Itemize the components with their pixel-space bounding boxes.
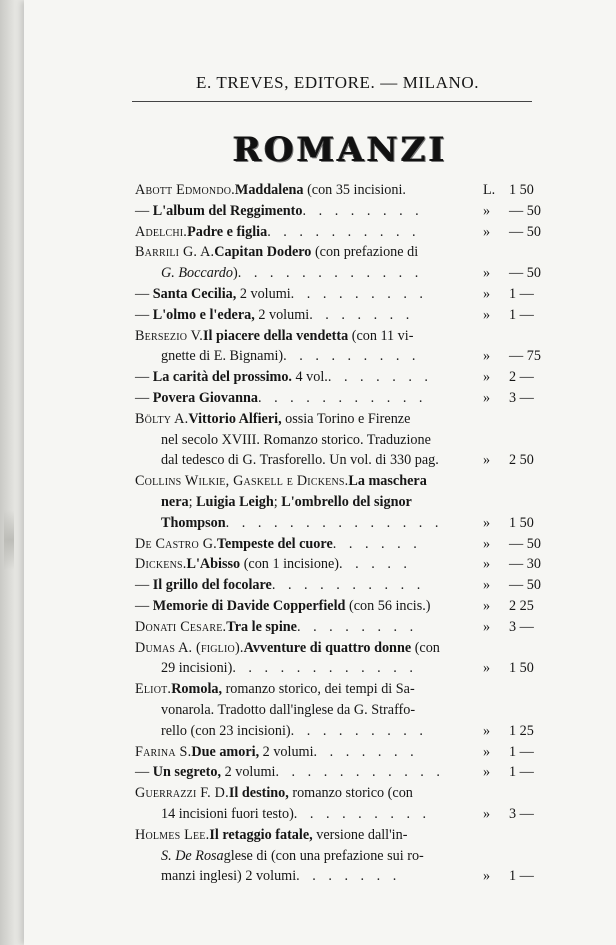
line-text bbox=[161, 430, 431, 451]
entry-italic: G. Boccardo bbox=[161, 265, 233, 282]
entry-text: gnette di E. Bignami) bbox=[161, 348, 284, 365]
line-text bbox=[135, 638, 440, 659]
entry-price bbox=[483, 658, 545, 679]
entry-author: De Castro G. bbox=[135, 535, 217, 552]
line-text bbox=[135, 471, 427, 492]
catalog-line bbox=[135, 388, 545, 409]
price-value: 2 50 bbox=[509, 452, 534, 469]
entry-leader-dots: . . . . . . . bbox=[313, 743, 419, 760]
price-currency-mark: » bbox=[483, 618, 491, 635]
entry-leader-dots: . . . . . . . . . . . bbox=[275, 764, 445, 781]
price-value: 1 — bbox=[509, 285, 534, 302]
entry-title: Due amori, bbox=[191, 743, 260, 760]
line-text bbox=[135, 596, 431, 617]
price-value: — 50 bbox=[509, 265, 541, 282]
catalog-line bbox=[135, 534, 545, 555]
entry-text: 2 volumi bbox=[236, 285, 291, 302]
catalog-line bbox=[135, 700, 545, 721]
entry-author: Barrili G. A. bbox=[135, 244, 215, 261]
entry-leader-dots: . . . . . . . . . bbox=[293, 805, 431, 822]
entry-prefix: — bbox=[135, 389, 153, 406]
catalog-line bbox=[135, 658, 545, 679]
line-text bbox=[135, 326, 413, 347]
entry-leader-dots: . . . . . bbox=[339, 556, 412, 573]
entry-price bbox=[483, 201, 545, 222]
catalog-line bbox=[135, 804, 545, 825]
catalog-line bbox=[135, 284, 545, 305]
catalog-entries bbox=[135, 180, 545, 887]
entry-prefix: — bbox=[135, 285, 153, 302]
entry-leader-dots: . . . . . . . . . . . . bbox=[237, 265, 423, 282]
entry-leader-dots: . . . . . . . . . . . bbox=[257, 389, 427, 406]
entry-title: Tempeste del cuore bbox=[216, 535, 333, 552]
catalog-line bbox=[135, 638, 545, 659]
catalog-line bbox=[135, 409, 545, 430]
line-text bbox=[135, 762, 444, 783]
price-currency-mark: » bbox=[483, 223, 491, 240]
entry-leader-dots: . bbox=[402, 182, 411, 198]
entry-leader-dots: . . . . . . . . . . . . . . bbox=[225, 514, 443, 531]
entry-leader-dots: . . . . . . . . . bbox=[290, 285, 428, 302]
line-text bbox=[135, 222, 420, 243]
line-text bbox=[135, 575, 425, 596]
catalog-line bbox=[135, 180, 545, 201]
catalog-line bbox=[135, 222, 545, 243]
entry-title: L'Abisso bbox=[186, 556, 241, 573]
entry-title: Vittorio Alfieri, bbox=[188, 410, 282, 427]
entry-author: Collins Wilkie, Gaskell e Dickens. bbox=[135, 473, 349, 490]
entry-author: Dumas A. (figlio). bbox=[135, 639, 244, 656]
line-text bbox=[135, 554, 411, 575]
entry-title: Il retaggio fatale, bbox=[209, 826, 313, 843]
entry-text: (con prefazione di bbox=[311, 244, 419, 261]
entry-text: dal tedesco di G. Trasforello. Un vol. di 330 pag. bbox=[161, 452, 439, 469]
catalog-line bbox=[135, 305, 545, 326]
entry-price bbox=[483, 554, 545, 575]
entry-text: ) bbox=[232, 265, 238, 282]
entry-title: La maschera bbox=[348, 473, 427, 490]
entry-text-2: ; bbox=[273, 493, 282, 510]
entry-text: romanzo storico (con bbox=[288, 785, 413, 802]
entry-title: Tra le spine bbox=[226, 618, 297, 635]
header-rule bbox=[132, 101, 532, 102]
page-gutter bbox=[0, 0, 24, 945]
line-text bbox=[161, 721, 427, 742]
catalog-line bbox=[135, 242, 545, 263]
catalog-line bbox=[135, 575, 545, 596]
entry-title: Il destino, bbox=[228, 785, 289, 802]
entry-author: Adelchi. bbox=[135, 223, 188, 240]
entry-author: Guerrazzi F. D. bbox=[135, 785, 229, 802]
catalog-line bbox=[135, 263, 545, 284]
line-text bbox=[161, 658, 417, 679]
line-text bbox=[161, 866, 401, 887]
entry-title: Un segreto, bbox=[152, 764, 222, 781]
price-value: 1 — bbox=[509, 306, 534, 323]
entry-text: rello (con 23 incisioni) bbox=[161, 722, 291, 739]
price-value: — 50 bbox=[509, 577, 541, 594]
entry-text: ; bbox=[188, 493, 197, 510]
catalog-line bbox=[135, 346, 545, 367]
entry-text: 4 vol. bbox=[291, 369, 328, 386]
price-currency-mark: » bbox=[483, 868, 491, 885]
price-currency-mark: » bbox=[483, 306, 491, 323]
entry-prefix: — bbox=[135, 306, 153, 323]
price-currency-mark: » bbox=[483, 556, 491, 573]
line-text bbox=[135, 388, 427, 409]
price-currency-mark: L. bbox=[483, 182, 496, 198]
price-value: 2 25 bbox=[509, 597, 534, 614]
entry-price bbox=[483, 762, 545, 783]
entry-leader-dots: . . . . . . bbox=[332, 535, 422, 552]
catalog-line bbox=[135, 554, 545, 575]
entry-price bbox=[483, 284, 545, 305]
price-currency-mark: » bbox=[483, 660, 491, 677]
line-text bbox=[161, 700, 415, 721]
price-currency-mark: » bbox=[483, 285, 491, 302]
price-value: 3 — bbox=[509, 805, 534, 822]
entry-prefix: — bbox=[135, 577, 153, 594]
catalog-line bbox=[135, 492, 545, 513]
entry-title: Il piacere della vendetta bbox=[203, 327, 349, 344]
entry-prefix: — bbox=[135, 764, 153, 781]
catalog-line bbox=[135, 742, 545, 763]
price-value: 2 — bbox=[509, 369, 534, 386]
price-value: 1 50 bbox=[509, 660, 534, 677]
entry-price bbox=[483, 721, 545, 742]
entry-author: Farina S. bbox=[135, 743, 192, 760]
line-text bbox=[161, 804, 431, 825]
entry-price bbox=[483, 866, 545, 887]
price-value: — 75 bbox=[509, 348, 541, 365]
price-value: 1 50 bbox=[509, 182, 534, 198]
price-currency-mark: » bbox=[483, 535, 491, 552]
entry-author: Eliot. bbox=[135, 681, 172, 698]
catalog-line bbox=[135, 762, 545, 783]
entry-text: nel secolo XVIII. Romanzo storico. Traduzione bbox=[161, 431, 431, 448]
line-text bbox=[135, 679, 415, 700]
entry-leader-dots: . . . . . . . . . . bbox=[271, 577, 425, 594]
entry-title: Padre e figlia bbox=[187, 223, 268, 240]
catalog-line bbox=[135, 617, 545, 638]
entry-price bbox=[483, 222, 545, 243]
entry-price bbox=[483, 388, 545, 409]
entry-title-3: L'ombrello del signor bbox=[281, 493, 412, 510]
price-value: 1 — bbox=[509, 743, 534, 760]
line-text bbox=[135, 825, 407, 846]
price-value: 3 — bbox=[509, 389, 534, 406]
entry-author: Bölty A. bbox=[135, 410, 189, 427]
entry-text: 2 volumi bbox=[254, 306, 310, 323]
entry-price bbox=[483, 180, 545, 201]
price-currency-mark: » bbox=[483, 265, 491, 282]
catalog-line bbox=[135, 430, 545, 451]
line-text bbox=[135, 242, 418, 263]
entry-author: Dickens. bbox=[135, 556, 187, 573]
price-value: — 50 bbox=[509, 223, 541, 240]
price-currency-mark: » bbox=[483, 805, 491, 822]
entry-title: Avventure di quattro donne bbox=[243, 639, 412, 656]
line-text bbox=[135, 534, 421, 555]
line-text bbox=[135, 409, 410, 430]
entry-title: Memorie di Davide Copperfield bbox=[152, 597, 346, 614]
entry-title-2: Luigia Leigh bbox=[196, 493, 274, 510]
entry-leader-dots: . . . . . . . . . . bbox=[267, 223, 421, 240]
entry-text: (con 1 incisione) bbox=[240, 556, 340, 573]
entry-price bbox=[483, 305, 545, 326]
line-text bbox=[135, 180, 410, 201]
entry-leader-dots: . . . . . . . . bbox=[296, 618, 418, 635]
entry-leader-dots: . . . . . . . bbox=[309, 306, 414, 323]
catalog-line bbox=[135, 450, 545, 471]
line-text bbox=[135, 284, 427, 305]
price-value: 1 — bbox=[509, 868, 534, 885]
entry-title: Il grillo del focolare bbox=[152, 577, 272, 594]
entry-title: L'olmo e l'edera, bbox=[152, 306, 255, 323]
catalog-line bbox=[135, 367, 545, 388]
line-text bbox=[135, 617, 418, 638]
entry-price bbox=[483, 804, 545, 825]
publisher-name: E. TREVES, EDITORE. bbox=[196, 73, 376, 92]
price-currency-mark: » bbox=[483, 764, 491, 781]
entry-price bbox=[483, 263, 545, 284]
entry-price bbox=[483, 617, 545, 638]
entry-author: Holmes Lee. bbox=[135, 826, 210, 843]
line-text bbox=[135, 305, 414, 326]
entry-leader-dots: . . . . . . . . . bbox=[283, 348, 420, 365]
section-title: ROMANZI bbox=[233, 130, 448, 170]
entry-text: (con 56 incis.) bbox=[345, 597, 431, 614]
price-currency-mark: » bbox=[483, 389, 491, 406]
entry-price bbox=[483, 346, 545, 367]
line-text bbox=[135, 783, 413, 804]
line-text bbox=[161, 513, 443, 534]
entry-text: 2 volumi bbox=[221, 764, 276, 781]
line-text bbox=[135, 367, 432, 388]
entry-text: versione dall'in- bbox=[312, 826, 408, 843]
catalog-line bbox=[135, 679, 545, 700]
entry-title: Thompson bbox=[161, 514, 226, 531]
entry-title: La carità del prossimo. bbox=[152, 369, 292, 386]
price-value: — 50 bbox=[509, 202, 541, 219]
price-currency-mark: » bbox=[483, 722, 491, 739]
entry-author: Abott Edmondo. bbox=[135, 182, 235, 198]
catalog-line bbox=[135, 513, 545, 534]
line-text bbox=[161, 263, 423, 284]
catalog-line bbox=[135, 201, 545, 222]
running-header bbox=[196, 73, 479, 93]
entry-text: romanzo storico, dei tempi di Sa- bbox=[222, 681, 415, 698]
price-currency-mark: » bbox=[483, 348, 491, 365]
entry-prefix: — bbox=[135, 369, 153, 386]
catalog-line bbox=[135, 471, 545, 492]
entry-text: 2 volumi bbox=[259, 743, 314, 760]
catalog-line bbox=[135, 825, 545, 846]
entry-text: vonarola. Tradotto dall'inglese da G. Straffo- bbox=[161, 701, 416, 718]
header-city: MILANO. bbox=[402, 73, 480, 92]
line-text bbox=[135, 742, 418, 763]
entry-price bbox=[483, 742, 545, 763]
catalog-line bbox=[135, 783, 545, 804]
entry-title: nera bbox=[161, 493, 189, 510]
price-value: 1 25 bbox=[509, 722, 534, 739]
entry-text-2: (con una prefazione sui ro- bbox=[270, 847, 424, 864]
entry-title: Romola, bbox=[171, 681, 223, 698]
entry-title: L'album del Reggimento bbox=[152, 202, 303, 219]
entry-author: Bersezio V. bbox=[135, 327, 204, 344]
entry-price bbox=[483, 367, 545, 388]
price-value: 1 — bbox=[509, 764, 534, 781]
price-currency-mark: » bbox=[483, 369, 491, 386]
line-text bbox=[161, 492, 412, 513]
price-currency-mark: » bbox=[483, 577, 491, 594]
entry-price bbox=[483, 575, 545, 596]
entry-title: Capitan Dodero bbox=[214, 244, 312, 261]
entry-author: Donati Cesare. bbox=[135, 618, 227, 635]
price-value: 3 — bbox=[509, 618, 534, 635]
price-currency-mark: » bbox=[483, 743, 491, 760]
price-value: — 50 bbox=[509, 535, 541, 552]
header-dash: — bbox=[380, 73, 398, 92]
entry-text: 14 incisioni fuori testo) bbox=[161, 805, 294, 822]
entry-title: Maddalena bbox=[234, 182, 304, 198]
entry-leader-dots: . . . . . . . . . bbox=[290, 722, 428, 739]
price-value: — 30 bbox=[509, 556, 541, 573]
entry-title: Santa Cecilia, bbox=[152, 285, 237, 302]
line-text bbox=[135, 201, 423, 222]
price-currency-mark: » bbox=[483, 202, 491, 219]
entry-prefix: — bbox=[135, 202, 153, 219]
entry-text: (con 11 vi- bbox=[348, 327, 414, 344]
entry-text: (con bbox=[411, 639, 440, 656]
entry-prefix: — bbox=[135, 597, 153, 614]
entry-text: glese di bbox=[223, 847, 271, 864]
line-text bbox=[161, 346, 420, 367]
catalog-line bbox=[135, 596, 545, 617]
price-currency-mark: » bbox=[483, 597, 491, 614]
price-currency-mark: » bbox=[483, 514, 491, 531]
entry-leader-dots: . . . . . . . bbox=[296, 868, 401, 885]
entry-leader-dots: . . . . . . . bbox=[327, 369, 433, 386]
entry-title: Povera Giovanna bbox=[152, 389, 258, 406]
entry-text: ossia Torino e Firenze bbox=[281, 410, 411, 427]
catalog-line bbox=[135, 866, 545, 887]
entry-price bbox=[483, 596, 545, 617]
line-text bbox=[161, 450, 439, 471]
catalog-line bbox=[135, 846, 545, 867]
entry-price bbox=[483, 513, 545, 534]
page-edge-mark bbox=[4, 510, 14, 570]
entry-text: (con 35 incisioni bbox=[303, 182, 403, 198]
entry-price bbox=[483, 534, 545, 555]
catalog-line bbox=[135, 326, 545, 347]
entry-leader-dots: . . . . . . . . bbox=[302, 202, 424, 219]
entry-leader-dots: . . . . . . . . . . . . bbox=[232, 660, 418, 677]
line-text bbox=[161, 846, 424, 867]
price-value: 1 50 bbox=[509, 514, 534, 531]
entry-text: 29 incisioni) bbox=[161, 660, 233, 677]
entry-price bbox=[483, 450, 545, 471]
price-currency-mark: » bbox=[483, 452, 491, 469]
entry-text: manzi inglesi) 2 volumi bbox=[161, 868, 297, 885]
entry-italic: S. De Rosa bbox=[161, 847, 224, 864]
catalog-line bbox=[135, 721, 545, 742]
